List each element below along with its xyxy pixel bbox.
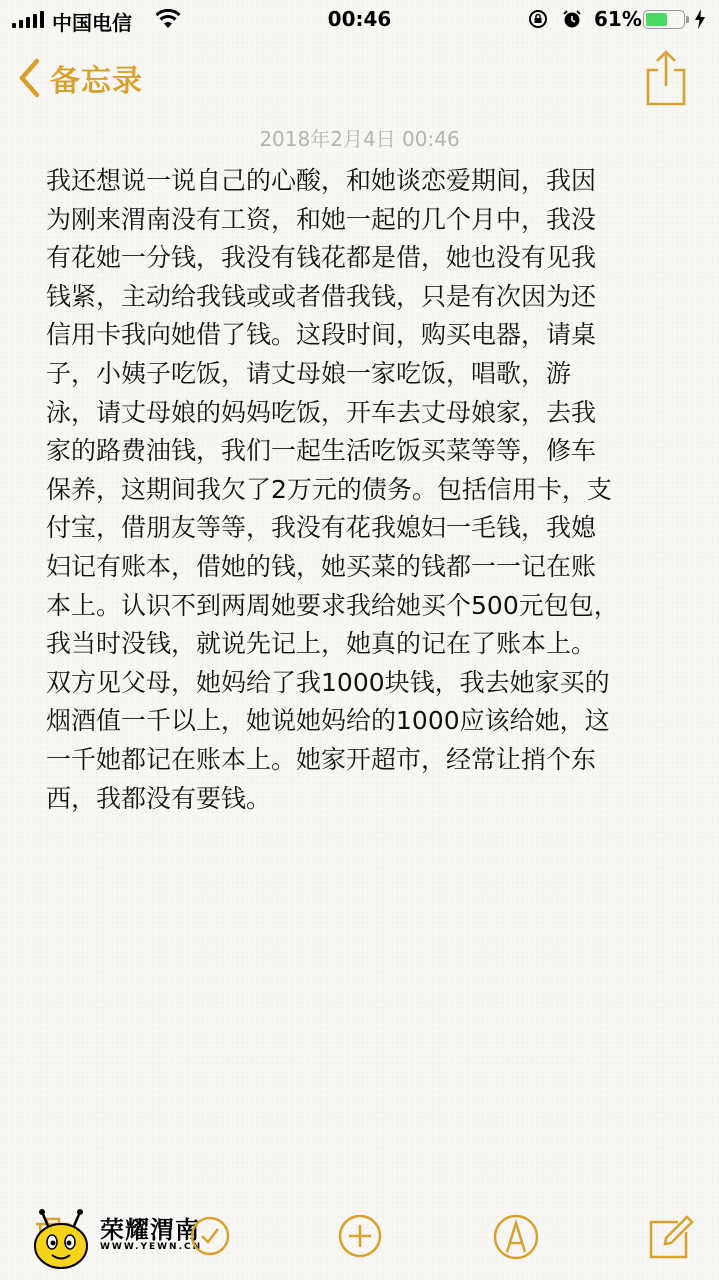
note-line: 为刚来渭南没有工资，和她一起的几个月中，我没 xyxy=(46,204,597,234)
note-body-text[interactable] xyxy=(46,162,696,818)
status-bar xyxy=(0,0,719,40)
sketch-icon[interactable] xyxy=(493,1214,539,1260)
bee-mascot-icon xyxy=(28,1208,94,1274)
note-line: 一千她都记在账本上。她家开超市，经常让捎个东 xyxy=(46,744,597,774)
note-line: 信用卡我向她借了钱。这段时间，购买电器，请桌 xyxy=(46,320,597,350)
note-date: 2018年2月4日 00:46 xyxy=(259,127,460,151)
note-line: 烟酒值一千以上，她说她妈给的1000应该给她，这 xyxy=(46,706,610,736)
checklist-icon[interactable] xyxy=(190,1216,230,1256)
alarm-icon xyxy=(562,9,582,29)
carrier-name: 中国电信 xyxy=(52,11,132,35)
back-button[interactable] xyxy=(18,56,143,100)
note-line: 妇记有账本，借她的钱，她买菜的钱都一一记在账 xyxy=(46,551,597,581)
battery-level-fill xyxy=(646,13,667,26)
note-line: 付宝，借朋友等等，我没有花我媳妇一毛钱，我媳 xyxy=(46,513,597,543)
watermark-title: 荣耀渭南 xyxy=(100,1216,200,1244)
note-line: 保养，这期间我欠了2万元的债务。包括信用卡，支 xyxy=(46,474,612,504)
battery-icon xyxy=(643,10,685,29)
add-icon[interactable] xyxy=(338,1214,382,1258)
back-chevron-icon xyxy=(18,58,40,98)
note-line: 钱紧，主动给我钱或或者借我钱，只是有次因为还 xyxy=(46,281,597,311)
note-line: 我还想说一说自己的心酸，和她谈恋爱期间，我因 xyxy=(46,166,597,195)
share-icon[interactable] xyxy=(644,50,688,106)
rotation-lock-icon xyxy=(528,9,548,29)
battery-percent: 61% xyxy=(594,7,642,31)
note-line: 我当时没钱，就说先记上，她真的记在了账本上。 xyxy=(46,629,597,659)
charging-bolt-icon xyxy=(694,9,706,29)
note-line: 双方见父母，她妈给了我1000块钱，我去她家买的 xyxy=(46,667,610,697)
watermark-url: WWW.YEWN.CN xyxy=(100,1242,203,1252)
note-line: 泳，请丈母娘的妈妈吃饭，开车去丈母娘家，去我 xyxy=(46,397,597,427)
battery-tip xyxy=(686,16,689,23)
note-line: 子，小姨子吃饭，请丈母娘一家吃饭，唱歌，游 xyxy=(46,358,572,388)
note-line: 西，我都没有要钱。 xyxy=(46,783,272,813)
note-line: 家的路费油钱，我们一起生活吃饭买菜等等，修车 xyxy=(46,436,597,466)
note-line: 本上。认识不到两周她要求我给她买个500元包包， xyxy=(46,590,619,620)
note-line: 有花她一分钱，我没有钱花都是借，她也没有见我 xyxy=(46,243,597,273)
compose-icon[interactable] xyxy=(648,1212,694,1260)
clock-time: 00:46 xyxy=(327,7,392,31)
back-label: 备忘录 xyxy=(50,64,143,99)
